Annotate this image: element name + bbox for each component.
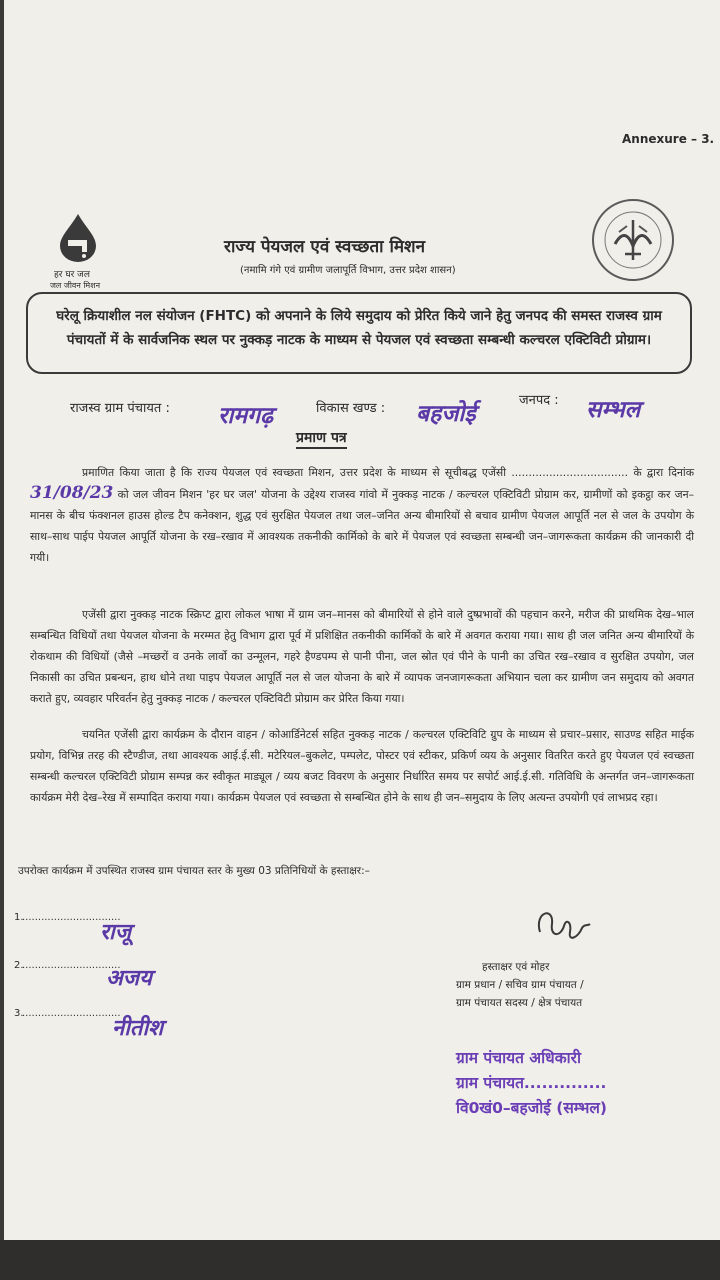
water-drop-tap-icon [48,212,108,264]
signatory-3-line: ............................... [22,1008,121,1019]
signatory-2-signature: अजय [106,965,152,991]
gp-field-value: रामगढ़ [218,402,274,429]
signatory-2-number: 2. [14,960,24,971]
table-background [0,1240,720,1280]
signatory-1-line: ............................... [22,912,121,923]
para1-part-b: के द्वारा दिनांक [633,466,695,479]
sign-block [456,958,584,1012]
gp-field-label: राजस्व ग्राम पंचायत : [70,401,170,416]
official-stamp [456,1046,607,1121]
certificate-title: प्रमाण पत्र [296,428,347,449]
har-ghar-jal-logo [48,212,158,291]
up-government-seal-icon [589,196,677,284]
sign-block-line-1: हस्ताक्षर एवं मोहर [482,961,550,973]
block-field-label: विकास खण्ड : [316,401,386,416]
agency-blank: .................................. [511,466,629,479]
up-seal [589,196,677,284]
signatory-1-signature: राजू [100,919,132,945]
stamp-line-1: ग्राम पंचायत अधिकारी [456,1049,581,1067]
para1-part-a: प्रमाणित किया जाता है कि राज्य पेयजल एवं स्वच्छता मिशन, उत्तर प्रदेश के माध्यम से सूचीबद्ध एजेंसी [82,466,507,479]
annexure-label: Annexure – 3. [622,132,715,146]
district-field-value: सम्भल [586,396,641,423]
block-field-value: बहजोई [416,400,476,427]
sign-block-line-2: ग्राम प्रधान / सचिव ग्राम पंचायत / [456,979,584,991]
signatures-intro: उपरोक्त कार्यक्रम में उपस्थित राजस्व ग्राम पंचायत स्तर के मुख्य 03 प्रतिनिधियों के हस्ताक्षर:– [18,865,370,877]
signatory-2-line: ............................... [22,960,121,971]
signatory-3-number: 3. [14,1008,24,1019]
logo-line-2: जल जीवन मिशन [50,281,101,290]
stamp-line-3: वि0खं0–बहजोई (सम्भल) [456,1099,607,1117]
org-subtitle: (नमामि गंगे एवं ग्रामीण जलापूर्ति विभाग, उत्तर प्रदेश शासन) [240,265,456,276]
district-field-label: जनपद : [519,393,559,408]
program-date: 31/08/23 [30,483,114,503]
paragraph-3: चयनित एजेंसी द्वारा कार्यक्रम के दौरान वाहन / कोआर्डिनेटर्स सहित नुक्कड़ नाटक / कल्चरल एक्टिविटि ग्रुप के माध्यम से प्रचार–प्रसार, साउण्ड सहित माईक प्रयोग, विभिन्न तरह की स्टैण्डीज, तथा आवश्यक आई.ई.सी. मटेरियल–बुकलेट, पम्पलेट, पोस्टर एवं स्टीकर, प्रकिर्ण व्यय के अनुसार वितरित करते हुए पेयजल एवं स्वच्छता सम्बन्धी कल्चरल एक्टिविटी प्रोग्राम सम्पन्न कर स्वीकृत माड्यूल / व्यय बजट विवरण के अनुसार निर्धारित समय पर सपोर्ट आई.ई.सी. गतिविधि के अन्तर्गत जन–जागरूकता कार्यक्रम मेरी देख–रेख में सम्पादित कराया गया। कार्यक्रम पेयजल एवं स्वच्छता से सम्बन्धित होने के साथ ही जन–समुदाय के लिए अत्यन्त उपयोगी एवं लाभप्रद रहा। [30,728,694,804]
document-page [4,0,720,1240]
paragraph-1 [30,462,694,568]
signatory-3-signature: नीतीश [112,1015,164,1041]
para1-part-c: को जल जीवन मिशन 'हर घर जल' योजना के उद्देश्य राजस्व गांवो में नुक्कड़ नाटक / कल्चरल एक्टिविटी प्रोग्राम कर, ग्रामीणों को इकट्ठा कर जन–मानस के बीच फंक्शनल हाउस होल्ड टैप कनेक्शन, शुद्ध एवं सुरक्षित पेयजल तथा जल–जनित अन्य बीमारियों से बचाव ग्रामीण पेयजल आपूर्ति नल से जल के उपयोग के साथ–साथ पाईप पेयजल आपूर्ति योजना के रख–रखाव में आवश्यक तकनीकी कार्मिको के बारे में पेयजल एवं स्वच्छता सम्बन्धी जन–जागरूकता कार्यक्रम की जानकारी दी गयी। [30,488,694,564]
stamp-line-2: ग्राम पंचायत.............. [456,1074,607,1092]
official-signature-scribble [530,902,594,946]
signatory-1-number: 1. [14,912,24,923]
sign-block-line-3: ग्राम पंचायत सदस्य / क्षेत्र पंचायत [456,997,583,1009]
org-title: राज्य पेयजल एवं स्वच्छता मिशन [224,237,426,257]
program-title-box [26,292,692,374]
logo-line-1: हर घर जल [54,270,90,280]
program-title: घरेलू क्रियाशील नल संयोजन (FHTC) को अपनाने के लिये समुदाय को प्रेरित किये जाने हेतु जनपद की समस्त राजस्व ग्राम पंचायतों में के सार्वजनिक स्थल पर नुक्कड़ नाटक के माध्यम से पेयजल एवं स्वच्छता सम्बन्धी कल्चरल एक्टिविटी प्रोग्राम। [56,308,662,348]
paragraph-2: एजेंसी द्वारा नुक्कड़ नाटक स्क्रिप्ट द्वारा लोकल भाषा में ग्राम जन–मानस को बीमारियों से होने वाले दुष्प्रभावों की पहचान करने, मरीज की प्राथमिक देख–भाल सम्बन्धित विधियों तथा पेयजल योजना के मरम्मत हेतु विभाग द्वारा पूर्व में प्रशिक्षित तकनीकी कार्मिकों के बारे में अवगत कराया गया। साथ ही जल जनित अन्य बीमारियों के रोकथाम की विधियों (जैसे –मच्छरों व उनके लार्वो का उन्मूलन, गहरे हैण्डपम्प से पानी पीना, जल स्रोत एवं पीने के पानी का उचित रख–रखाव व सुरक्षित उपयोग, जल निकासी का उचित प्रबन्धन, हाथ धोने तथा पाइप पेयजल आपूर्ति नल से जल योजना के बारे में व्यापक जनजागरूकता अभियान चला कर ग्रामीण जन समुदाय को अवगत कराते हुए, व्यवहार परिवर्तन हेतु नुक्कड़ नाटक / कल्चरल एक्टिविटी प्रोग्राम कर प्रेरित किया गया। [30,608,694,705]
